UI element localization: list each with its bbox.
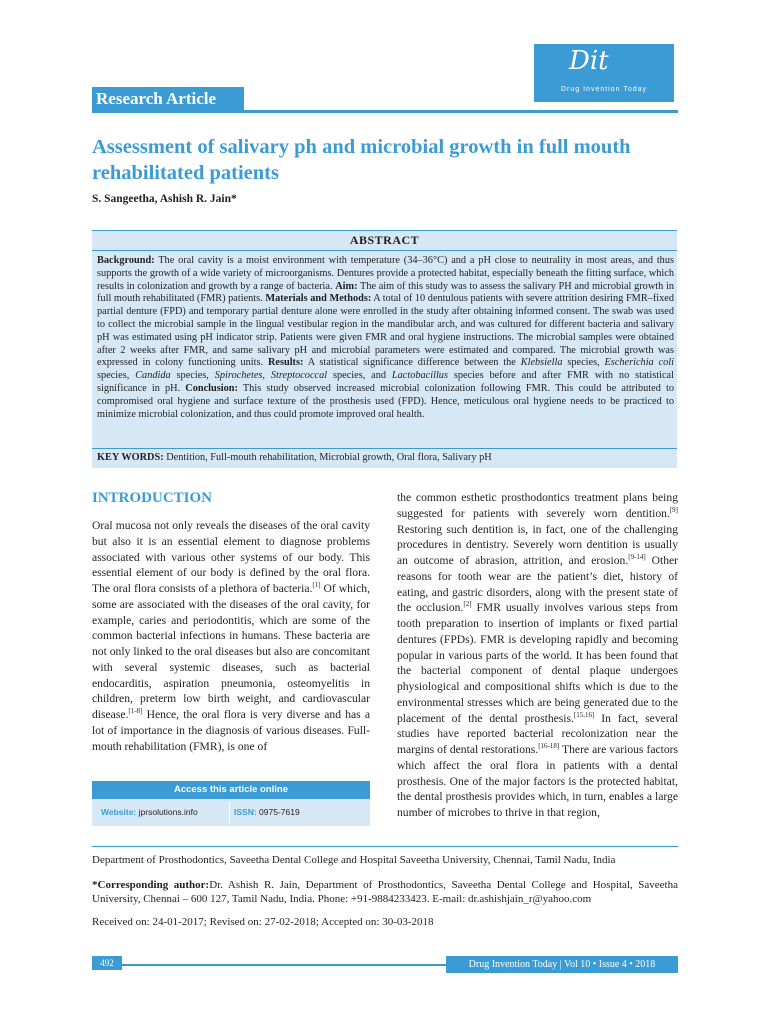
body-text: There are various factors which affect the oral flora in patients with a dental prosthesis. One of the major factors is the protected habitat, the dental prosthesis provides which, in turn, enables a large number of microbes to thrive in that region, xyxy=(397,743,678,819)
conclusion-text: This study observed increased microbial colonization following FMR. This could be attributed to compromised oral hygiene and surface texture of the prosthesis used (FPD). Hence, meticulous oral hygiene needs to be practiced to minimize microbial colonization, and thus could promote improved oral health. xyxy=(97,382,674,420)
results-text: species, and xyxy=(327,370,392,382)
keywords-divider xyxy=(92,448,677,449)
results-text: species before and after FMR with no statistical significance in pH. xyxy=(97,370,674,394)
citation-link[interactable]: [16-18] xyxy=(538,742,560,751)
access-online-heading: Access this article online xyxy=(92,781,370,799)
website-value[interactable]: jprsolutions.info xyxy=(136,807,198,817)
journal-logo xyxy=(534,44,674,102)
received-dates: Received on: 24-01-2017; Revised on: 27-02-2018; Accepted on: 30-03-2018 xyxy=(92,916,434,928)
results-text: species, xyxy=(97,370,136,382)
citation-link[interactable]: [2] xyxy=(463,600,472,609)
article-type-banner xyxy=(92,87,244,113)
access-divider xyxy=(229,802,230,824)
body-text: In fact, several studies have reported bacterial recolonization near the margins of dental restorations. xyxy=(397,711,678,756)
footnote-rule xyxy=(92,846,678,847)
results-text: A statistical significance difference between the xyxy=(303,357,521,369)
keywords xyxy=(97,452,674,465)
species-name: Escherichia coli xyxy=(604,357,674,369)
results-text: , xyxy=(262,370,271,382)
citation-link[interactable]: [1] xyxy=(312,581,321,590)
citation-link[interactable]: [9] xyxy=(669,505,678,514)
abstract-divider xyxy=(92,250,677,251)
corresponding-author xyxy=(92,878,678,906)
issn-value: 0975-7619 xyxy=(256,807,300,817)
affiliation: Department of Prosthodontics, Saveetha Dental College and Hospital Saveetha University, Chennai, Tamil Nadu, India xyxy=(92,854,616,866)
body-text: Restoring such dentition is, in fact, one of the challenging procedures in dentistry. Severely worn dentition is usually an outcome of abrasion, attrition, and erosion. xyxy=(397,522,678,567)
issn-label: ISSN: xyxy=(234,807,257,817)
website-info[interactable] xyxy=(101,807,198,817)
keywords-label: KEY WORDS: xyxy=(97,452,164,463)
species-name: Klebsiella xyxy=(520,357,563,369)
author-list: S. Sangeetha, Ashish R. Jain* xyxy=(92,193,237,205)
background-label: Background: xyxy=(97,255,155,266)
citation-link[interactable]: [1-8] xyxy=(128,707,143,716)
background-text: The oral cavity is a moist environment with temperature (34–36°C) and a pH close to neutrality in most areas, and thus supports the growth of a wide variety of microorganisms. Dentures provide a protected habitat, especially beneath the fitting surface, which results in colonization and growth by a range of bacteria. xyxy=(97,255,674,292)
issn-info xyxy=(234,807,300,817)
results-text: species, xyxy=(562,357,605,369)
body-text: FMR usually involves various steps from tooth preparation to insertion of implants or fixed partial dentures (FPDs). FMR is developing rapidly and becoming popular in various parts of the world. It has been found that the bacterial component of dental plaque undergoes physiological and compositional shifts which is due to the environmental stresses which are being generated due to the placement of the dental prosthesis. xyxy=(397,601,678,725)
corresponding-author-text: Dr. Ashish R. Jain, Department of Prosthodontics, Saveetha Dental College and Hospital, Saveetha University, Chennai – 600 127, Tamil Nadu, India. Phone: +91-9884233423. E-mail: dr.ashishjain_r@yahoo.com xyxy=(92,879,678,905)
body-text: Of which, some are associated with the diseases of the oral cavity, for example, caries and periodontitis, which are some of the common bacterial infections in humans. These bacteria are not only linked to the oral diseases but also are concomitant with several systemic diseases, such as bacterial endocarditis, aspiration pneumonia, osteomyelitis in children, preterm low birth weight, and cardiovascular disease. xyxy=(92,582,370,721)
website-label: Website: xyxy=(101,807,137,817)
species-name: Streptococcal xyxy=(270,370,328,382)
aim-text: The aim of this study was to assess the salivary PH and microbial growth in full mouth rehabilitated (FMR) patients. xyxy=(97,280,674,305)
species-name: Lactobacillus xyxy=(391,370,448,382)
methods-label: Materials and Methods: xyxy=(265,293,372,305)
keywords-text: Dentition, Full-mouth rehabilitation, Microbial growth, Oral flora, Salivary pH xyxy=(163,452,492,463)
conclusion-label: Conclusion: xyxy=(185,382,238,394)
logo-subtitle: Drug Invention Today xyxy=(560,86,648,93)
header-rule xyxy=(244,110,678,113)
logo-text: Dit xyxy=(569,46,609,76)
body-text: the common esthetic prosthodontics treatment plans being suggested for patients with severely worn dentition. xyxy=(397,491,678,520)
species-name: Candida xyxy=(135,370,171,382)
body-text: Hence, the oral flora is very diverse and has a lot of importance in the diagnosis of various diseases. Full-mouth rehabilitation (FMR), is one of xyxy=(92,708,370,753)
article-title: Assessment of salivary ph and microbial growth in full mouth rehabilitated patients xyxy=(92,136,631,184)
article-type-label: Research Article xyxy=(96,89,217,108)
citation-link[interactable]: [15,16] xyxy=(573,710,595,719)
citation-link[interactable]: [9-14] xyxy=(628,553,646,562)
species-name: Spirochetes xyxy=(214,370,263,382)
body-text: Oral mucosa not only reveals the diseases of the oral cavity but also it is an essential element to diagnose problems associated with various other systems of our body. This essential element of our body is defined by the oral flora. The oral flora consists of a plethora of bacteria. xyxy=(92,519,370,595)
body-column-right xyxy=(397,490,678,821)
methods-text: A total of 10 dentulous patients with severe attrition desiring FMR–fixed partial denture (FPD) and temporary partial denture alone were enrolled in the study after obtaining informed consent. The swab was used to collect the microbial sample in the lingual vestibular region in the mandibular arch, and was cultured for different bacteria and salivary pH was estimated using pH indicator strip. Patients were given FMR and oral hygiene instructions. The microbial samples were obtained after 2 weeks after FMR, and same salivary pH and microbial parameters were estimated and compared. The microbial growth was expressed in colony functioning units. xyxy=(97,293,674,369)
results-label: Results: xyxy=(267,357,304,369)
journal-footer: Drug Invention Today | Vol 10 • Issue 4 • 2018 xyxy=(446,956,678,973)
page-number: 492 xyxy=(92,956,122,970)
body-column-left xyxy=(92,518,370,754)
abstract-text xyxy=(97,255,674,421)
aim-label: Aim: xyxy=(335,280,358,292)
body-text: Other reasons for tooth wear are the patient’s diet, history of eating, and gastric disorders, along with the present state of the occlusion. xyxy=(397,554,678,615)
results-text: species, xyxy=(170,370,215,382)
abstract-heading: ABSTRACT xyxy=(349,233,420,247)
introduction-heading: INTRODUCTION xyxy=(92,490,213,506)
corresponding-author-label: *Corresponding author: xyxy=(92,879,210,891)
